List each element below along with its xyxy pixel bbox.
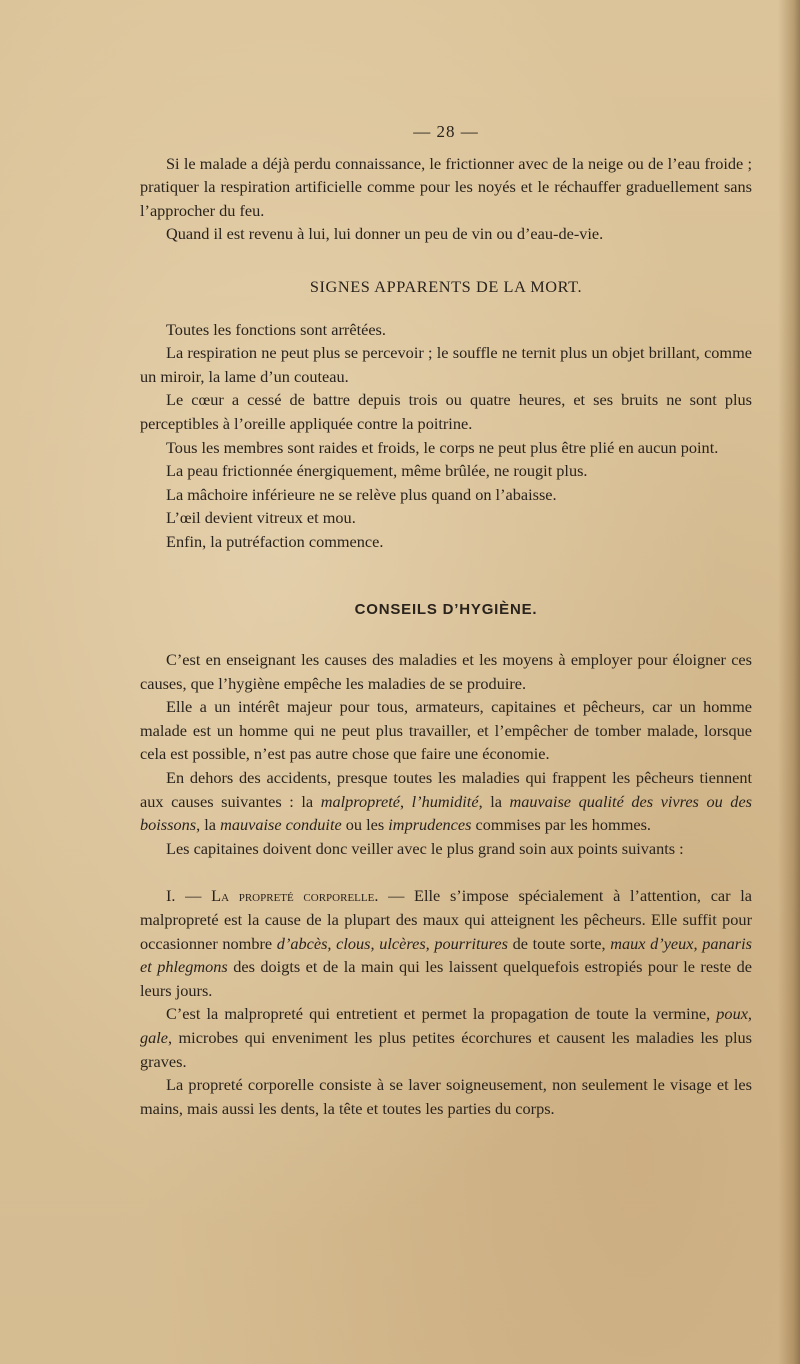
subsection-heading: La propreté corporelle. [211,886,379,906]
page-text [140,120,752,1120]
section-title-conseils: CONSEILS D’HYGIÈNE. [354,600,538,618]
page-number: — 28 — [413,122,479,141]
signes-paragraph: La respiration ne peut plus se percevoir ; le souffle ne ternit plus un objet brillant, comme un miroir, la lame d’un couteau. [140,343,752,386]
conseils-paragraph: En dehors des accidents, presque toutes les maladies qui frappent les pêcheurs tiennent aux causes suivantes : la malpropreté, l’humidité, la mauvaise qualité des vivres ou des boissons, la mauvaise conduite ou les imprudences commises par les hommes. [140,768,753,835]
signes-paragraph: Enfin, la putréfaction commence. [166,531,384,551]
intro-paragraph: Si le malade a déjà perdu connaissance, le frictionner avec de la neige ou de l’eau froide ; pratiquer la respiration artificielle comme pour les noyés et le réchauffer graduellement sans l’approcher du feu. [140,153,752,220]
conseils-paragraph: C’est en enseignant les causes des maladies et les moyens à employer pour éloigner ces causes, que l’hygiène empêche les maladies de se produire. [140,650,752,693]
conseils-paragraph: Les capitaines doivent donc veiller avec le plus grand soin aux points suivants : [166,838,684,858]
signes-paragraph: Toutes les fonctions sont arrêtées. [166,319,386,339]
section-title-signes: SIGNES APPARENTS DE LA MORT. [309,276,583,296]
signes-paragraph: Le cœur a cessé de battre depuis trois ou quatre heures, et ses bruits ne sont plus perceptibles à l’oreille appliquée contre la poitrine. [140,390,752,433]
signes-paragraph: Tous les membres sont raides et froids, le corps ne peut plus être plié en aucun point. [166,437,719,457]
signes-paragraph: L’œil devient vitreux et mou. [166,508,356,528]
proprete-paragraph: I. — La propreté corporelle. — Elle s’impose spécialement à l’attention, car la malpropreté est la cause de la plupart des maux qui atteignent les pêcheurs. Elle suffit pour occasionner nombre d’abcès, clous, ulcères, pourritures de toute sorte, maux d’yeux, panaris et phlegmons des doigts et de la main qui les laissent quelquefois estropiés pour le reste de leurs jours. [140,886,753,1000]
proprete-paragraph: La propreté corporelle consiste à se laver soigneusement, non seulement le visage et les mains, mais aussi les dents, la tête et toutes les parties du corps. [140,1075,752,1118]
signes-paragraph: La peau frictionnée énergiquement, même brûlée, ne rougit plus. [166,461,588,481]
signes-paragraph: La mâchoire inférieure ne se relève plus quand on l’abaisse. [166,484,557,504]
conseils-paragraph: Elle a un intérêt majeur pour tous, armateurs, capitaines et pêcheurs, car un homme malade est un homme qui ne peut plus travailler, et l’empêcher de tomber malade, lorsque cela est possible, n’est pas autre chose que faire une économie. [140,697,752,764]
intro-paragraph: Quand il est revenu à lui, lui donner un peu de vin ou d’eau-de-vie. [166,224,604,244]
proprete-paragraph: C’est la malpropreté qui entretient et permet la propagation de toute la vermine, poux, gale, microbes qui enveniment les plus petites écorchures et causent les maladies les plus graves. [140,1004,752,1071]
